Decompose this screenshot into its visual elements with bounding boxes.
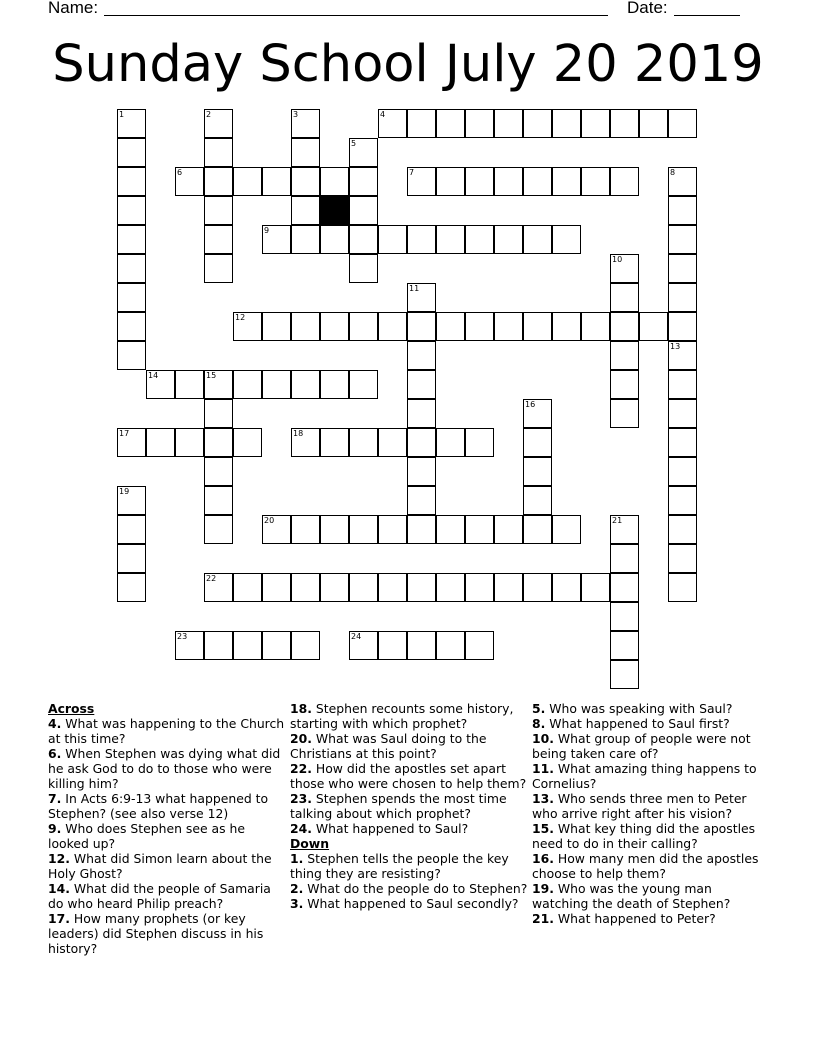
- cell-number: 21: [612, 516, 623, 525]
- grid-cell[interactable]: [349, 631, 378, 660]
- clue-column-1: [48, 701, 288, 956]
- grid-cell[interactable]: [349, 573, 378, 602]
- grid-cell[interactable]: [465, 312, 494, 341]
- cell-number: 7: [409, 168, 415, 177]
- clue-across-18: [290, 701, 528, 731]
- clue-across-6: [48, 746, 288, 791]
- grid-cell[interactable]: [668, 312, 697, 341]
- grid-cell[interactable]: [407, 109, 436, 138]
- grid-cell[interactable]: [349, 167, 378, 196]
- clue-number: 5.: [532, 701, 546, 716]
- grid-cell[interactable]: [175, 167, 204, 196]
- clue-text: What happened to Saul?: [315, 821, 469, 836]
- grid-cell[interactable]: [610, 109, 639, 138]
- grid-cell[interactable]: [349, 428, 378, 457]
- clue-number: 8.: [532, 716, 546, 731]
- cell-number: 8: [670, 168, 676, 177]
- grid-cell[interactable]: [291, 196, 320, 225]
- grid-cell[interactable]: [436, 109, 465, 138]
- grid-cell[interactable]: [291, 167, 320, 196]
- clue-number: 6.: [48, 746, 62, 761]
- clue-across-24: [290, 821, 528, 836]
- grid-cell[interactable]: [349, 196, 378, 225]
- grid-cell[interactable]: [262, 573, 291, 602]
- clue-text: What do the people do to Stephen?: [307, 881, 528, 896]
- clue-down-1: [290, 851, 528, 881]
- grid-cell[interactable]: [117, 225, 146, 254]
- clue-number: 19.: [532, 881, 554, 896]
- cell-number: 9: [264, 226, 270, 235]
- grid-cell[interactable]: [204, 167, 233, 196]
- grid-cell[interactable]: [349, 370, 378, 399]
- clue-down-2: [290, 881, 528, 896]
- grid-cell[interactable]: [668, 428, 697, 457]
- grid-cell[interactable]: [146, 370, 175, 399]
- grid-cell[interactable]: [175, 428, 204, 457]
- down-heading: Down: [290, 836, 330, 851]
- clue-number: 7.: [48, 791, 62, 806]
- name-label: Name:: [48, 0, 99, 17]
- grid-cell[interactable]: [552, 312, 581, 341]
- grid-cell[interactable]: [668, 544, 697, 573]
- grid-cell[interactable]: [204, 196, 233, 225]
- clue-number: 3.: [290, 896, 304, 911]
- grid-cell[interactable]: [668, 341, 697, 370]
- clue-number: 1.: [290, 851, 304, 866]
- grid-cell[interactable]: [204, 486, 233, 515]
- grid-cell[interactable]: [349, 138, 378, 167]
- grid-cell[interactable]: [581, 573, 610, 602]
- grid-cell[interactable]: [610, 283, 639, 312]
- cell-number: 24: [351, 632, 362, 641]
- clue-across-20: [290, 731, 528, 761]
- grid-cell[interactable]: [465, 225, 494, 254]
- grid-cell[interactable]: [378, 109, 407, 138]
- grid-cell[interactable]: [117, 138, 146, 167]
- clue-number: 18.: [290, 701, 312, 716]
- grid-cell[interactable]: [117, 573, 146, 602]
- clue-text: What was Saul doing to the Christians at this point?: [290, 731, 487, 761]
- grid-cell[interactable]: [378, 573, 407, 602]
- grid-cell[interactable]: [465, 631, 494, 660]
- grid-cell[interactable]: [407, 457, 436, 486]
- grid-cell[interactable]: [262, 370, 291, 399]
- grid-cell[interactable]: [610, 370, 639, 399]
- cell-number: 19: [119, 487, 130, 496]
- cell-number: 12: [235, 313, 246, 322]
- grid-cell[interactable]: [349, 515, 378, 544]
- clue-number: 11.: [532, 761, 554, 776]
- grid-cell[interactable]: [552, 109, 581, 138]
- clue-across-14: [48, 881, 288, 911]
- cell-number: 20: [264, 516, 275, 525]
- clue-text: Who does Stephen see as he looked up?: [48, 821, 245, 851]
- grid-cell[interactable]: [175, 370, 204, 399]
- clue-down-10: [532, 731, 772, 761]
- grid-cell[interactable]: [204, 109, 233, 138]
- grid-cell[interactable]: [117, 283, 146, 312]
- cell-number: 18: [293, 429, 304, 438]
- clue-text: What group of people were not being taken care of?: [532, 731, 751, 761]
- grid-cell[interactable]: [204, 370, 233, 399]
- grid-cell[interactable]: [233, 631, 262, 660]
- grid-cell[interactable]: [407, 428, 436, 457]
- cell-number: 1: [119, 110, 125, 119]
- grid-cell[interactable]: [436, 167, 465, 196]
- grid-cell[interactable]: [204, 573, 233, 602]
- grid-cell[interactable]: [465, 167, 494, 196]
- clue-number: 23.: [290, 791, 312, 806]
- grid-cell[interactable]: [378, 428, 407, 457]
- clue-across-9: [48, 821, 288, 851]
- grid-cell[interactable]: [349, 312, 378, 341]
- grid-cell[interactable]: [610, 631, 639, 660]
- grid-cell[interactable]: [262, 167, 291, 196]
- cell-number: 2: [206, 110, 212, 119]
- grid-cell[interactable]: [668, 109, 697, 138]
- grid-cell[interactable]: [523, 457, 552, 486]
- clue-number: 21.: [532, 911, 554, 926]
- clue-text: What happened to Saul secondly?: [307, 896, 519, 911]
- grid-cell[interactable]: [407, 283, 436, 312]
- grid-cell[interactable]: [407, 631, 436, 660]
- grid-cell[interactable]: [552, 573, 581, 602]
- across-heading: Across: [48, 701, 95, 716]
- clue-text: Who was the young man watching the death of Stephen?: [532, 881, 731, 911]
- clue-down-11: [532, 761, 772, 791]
- clue-text: What amazing thing happens to Cornelius?: [532, 761, 757, 791]
- grid-cell[interactable]: [204, 225, 233, 254]
- clue-text: Who sends three men to Peter who arrive right after his vision?: [532, 791, 747, 821]
- clue-text: What was happening to the Church at this time?: [48, 716, 285, 746]
- cell-number: 5: [351, 139, 357, 148]
- grid-cell[interactable]: [523, 312, 552, 341]
- grid-cell[interactable]: [204, 138, 233, 167]
- grid-cell[interactable]: [378, 631, 407, 660]
- grid-cell[interactable]: [291, 138, 320, 167]
- grid-cell[interactable]: [610, 544, 639, 573]
- clue-text: What did Simon learn about the Holy Ghost?: [48, 851, 272, 881]
- grid-cell[interactable]: [465, 109, 494, 138]
- grid-cell[interactable]: [320, 312, 349, 341]
- grid-cell[interactable]: [349, 225, 378, 254]
- clue-number: 16.: [532, 851, 554, 866]
- grid-cell[interactable]: [610, 167, 639, 196]
- grid-cell[interactable]: [523, 399, 552, 428]
- grid-cell[interactable]: [610, 341, 639, 370]
- grid-cell[interactable]: [668, 196, 697, 225]
- clue-text: In Acts 6:9-13 what happened to Stephen? (see also verse 12): [48, 791, 269, 821]
- clue-text: What happened to Peter?: [557, 911, 716, 926]
- grid-cell[interactable]: [320, 428, 349, 457]
- cell-number: 6: [177, 168, 183, 177]
- grid-cell[interactable]: [117, 196, 146, 225]
- grid-cell[interactable]: [465, 515, 494, 544]
- grid-cell[interactable]: [117, 167, 146, 196]
- grid-cell[interactable]: [610, 602, 639, 631]
- grid-cell[interactable]: [436, 428, 465, 457]
- cell-number: 3: [293, 110, 299, 119]
- grid-cell[interactable]: [436, 225, 465, 254]
- grid-cell[interactable]: [291, 515, 320, 544]
- grid-cell[interactable]: [610, 515, 639, 544]
- grid-cell[interactable]: [233, 428, 262, 457]
- grid-cell[interactable]: [436, 515, 465, 544]
- clue-number: 2.: [290, 881, 304, 896]
- clue-text: How many men did the apostles choose to help them?: [532, 851, 759, 881]
- grid-cell[interactable]: [610, 660, 639, 689]
- page-title: Sunday School July 20 2019: [52, 35, 764, 94]
- grid-cell[interactable]: [291, 370, 320, 399]
- grid-cell[interactable]: [349, 254, 378, 283]
- grid-cell[interactable]: [668, 457, 697, 486]
- clue-down-3: [290, 896, 528, 911]
- grid-cell[interactable]: [233, 573, 262, 602]
- grid-cell[interactable]: [204, 254, 233, 283]
- grid-cell[interactable]: [117, 428, 146, 457]
- clue-text: How did the apostles set apart those who were chosen to help them?: [290, 761, 527, 791]
- grid-cell[interactable]: [291, 109, 320, 138]
- grid-cell[interactable]: [378, 225, 407, 254]
- clue-text: What happened to Saul first?: [549, 716, 730, 731]
- clue-down-19: [532, 881, 772, 911]
- clue-text: Who was speaking with Saul?: [549, 701, 733, 716]
- grid-cell[interactable]: [552, 515, 581, 544]
- grid-cell[interactable]: [523, 573, 552, 602]
- grid-cell[interactable]: [465, 428, 494, 457]
- clue-across-4: [48, 716, 288, 746]
- grid-cell[interactable]: [494, 515, 523, 544]
- grid-cell[interactable]: [262, 515, 291, 544]
- clue-number: 15.: [532, 821, 554, 836]
- clue-number: 24.: [290, 821, 312, 836]
- cell-number: 13: [670, 342, 681, 351]
- grid-cell[interactable]: [523, 486, 552, 515]
- grid-cell[interactable]: [610, 573, 639, 602]
- grid-cell[interactable]: [668, 167, 697, 196]
- grid-cell[interactable]: [146, 428, 175, 457]
- grid-cell[interactable]: [668, 486, 697, 515]
- grid-cell[interactable]: [639, 312, 668, 341]
- clue-text: When Stephen was dying what did he ask God to do to those who were killing him?: [48, 746, 281, 791]
- clue-across-22: [290, 761, 528, 791]
- grid-cell[interactable]: [668, 283, 697, 312]
- grid-cell[interactable]: [610, 399, 639, 428]
- grid-cell[interactable]: [407, 515, 436, 544]
- clue-number: 12.: [48, 851, 70, 866]
- grid-cell[interactable]: [494, 167, 523, 196]
- black-cell: [320, 196, 349, 225]
- clue-column-2: [290, 701, 528, 911]
- grid-cell[interactable]: [204, 457, 233, 486]
- grid-cell[interactable]: [465, 573, 494, 602]
- grid-cell[interactable]: [204, 399, 233, 428]
- grid-cell[interactable]: [320, 515, 349, 544]
- cell-number: 15: [206, 371, 217, 380]
- grid-cell[interactable]: [291, 225, 320, 254]
- grid-cell[interactable]: [117, 312, 146, 341]
- clue-number: 14.: [48, 881, 70, 896]
- grid-cell[interactable]: [581, 312, 610, 341]
- grid-cell[interactable]: [668, 225, 697, 254]
- grid-cell[interactable]: [378, 515, 407, 544]
- clue-down-8: [532, 716, 772, 731]
- grid-cell[interactable]: [233, 370, 262, 399]
- grid-cell[interactable]: [668, 515, 697, 544]
- clue-text: Stephen spends the most time talking about which prophet?: [290, 791, 507, 821]
- clue-text: How many prophets (or key leaders) did Stephen discuss in his history?: [48, 911, 264, 956]
- grid-cell[interactable]: [523, 428, 552, 457]
- grid-cell[interactable]: [291, 428, 320, 457]
- clue-down-5: [532, 701, 772, 716]
- grid-cell[interactable]: [436, 312, 465, 341]
- clue-number: 17.: [48, 911, 70, 926]
- grid-cell[interactable]: [117, 486, 146, 515]
- grid-cell[interactable]: [204, 631, 233, 660]
- grid-cell[interactable]: [407, 399, 436, 428]
- clue-number: 20.: [290, 731, 312, 746]
- clue-text: Stephen tells the people the key thing they are resisting?: [290, 851, 509, 881]
- clue-number: 22.: [290, 761, 312, 776]
- grid-cell[interactable]: [494, 225, 523, 254]
- cell-number: 22: [206, 574, 217, 583]
- grid-cell[interactable]: [291, 312, 320, 341]
- date-label: Date:: [627, 0, 668, 17]
- grid-cell[interactable]: [407, 486, 436, 515]
- grid-cell[interactable]: [668, 573, 697, 602]
- grid-cell[interactable]: [291, 573, 320, 602]
- grid-cell[interactable]: [610, 312, 639, 341]
- grid-cell[interactable]: [523, 225, 552, 254]
- clue-number: 9.: [48, 821, 62, 836]
- grid-cell[interactable]: [117, 544, 146, 573]
- grid-cell[interactable]: [581, 167, 610, 196]
- grid-cell[interactable]: [117, 341, 146, 370]
- grid-cell[interactable]: [494, 312, 523, 341]
- cell-number: 11: [409, 284, 420, 293]
- cell-number: 17: [119, 429, 130, 438]
- grid-cell[interactable]: [581, 109, 610, 138]
- clue-across-12: [48, 851, 288, 881]
- clue-number: 10.: [532, 731, 554, 746]
- clue-number: 13.: [532, 791, 554, 806]
- cell-number: 10: [612, 255, 623, 264]
- grid-cell[interactable]: [407, 341, 436, 370]
- grid-cell[interactable]: [668, 254, 697, 283]
- grid-cell[interactable]: [523, 515, 552, 544]
- clue-text: Stephen recounts some history, starting with which prophet?: [290, 701, 514, 731]
- grid-cell[interactable]: [494, 109, 523, 138]
- grid-cell[interactable]: [668, 399, 697, 428]
- grid-cell[interactable]: [436, 631, 465, 660]
- grid-cell[interactable]: [436, 573, 465, 602]
- clue-column-3: [532, 701, 772, 926]
- clue-number: 4.: [48, 716, 62, 731]
- cell-number: 14: [148, 371, 159, 380]
- grid-cell[interactable]: [407, 167, 436, 196]
- grid-cell[interactable]: [320, 225, 349, 254]
- grid-cell[interactable]: [494, 573, 523, 602]
- cell-number: 23: [177, 632, 188, 641]
- grid-cell[interactable]: [262, 225, 291, 254]
- grid-cell[interactable]: [175, 631, 204, 660]
- grid-cell[interactable]: [407, 573, 436, 602]
- grid-cell[interactable]: [117, 109, 146, 138]
- grid-cell[interactable]: [320, 167, 349, 196]
- clue-down-21: [532, 911, 772, 926]
- clue-across-23: [290, 791, 528, 821]
- grid-cell[interactable]: [407, 312, 436, 341]
- grid-cell[interactable]: [117, 254, 146, 283]
- clue-down-13: [532, 791, 772, 821]
- clue-text: What did the people of Samaria do who heard Philip preach?: [48, 881, 271, 911]
- grid-cell[interactable]: [320, 573, 349, 602]
- grid-cell[interactable]: [262, 312, 291, 341]
- grid-cell[interactable]: [639, 109, 668, 138]
- grid-cell[interactable]: [262, 631, 291, 660]
- clue-text: What key thing did the apostles need to do in their calling?: [532, 821, 756, 851]
- grid-cell[interactable]: [291, 631, 320, 660]
- clue-down-16: [532, 851, 772, 881]
- grid-cell[interactable]: [407, 370, 436, 399]
- grid-cell[interactable]: [610, 254, 639, 283]
- grid-cell[interactable]: [204, 515, 233, 544]
- grid-cell[interactable]: [204, 428, 233, 457]
- grid-cell[interactable]: [233, 167, 262, 196]
- cell-number: 4: [380, 110, 386, 119]
- grid-cell[interactable]: [523, 167, 552, 196]
- grid-cell[interactable]: [523, 109, 552, 138]
- grid-cell[interactable]: [378, 312, 407, 341]
- grid-cell[interactable]: [668, 370, 697, 399]
- clue-across-17: [48, 911, 288, 956]
- clue-down-15: [532, 821, 772, 851]
- grid-cell[interactable]: [407, 225, 436, 254]
- clue-across-7: [48, 791, 288, 821]
- grid-cell[interactable]: [233, 312, 262, 341]
- grid-cell[interactable]: [117, 515, 146, 544]
- cell-number: 16: [525, 400, 536, 409]
- grid-cell[interactable]: [552, 225, 581, 254]
- grid-cell[interactable]: [552, 167, 581, 196]
- grid-cell[interactable]: [320, 370, 349, 399]
